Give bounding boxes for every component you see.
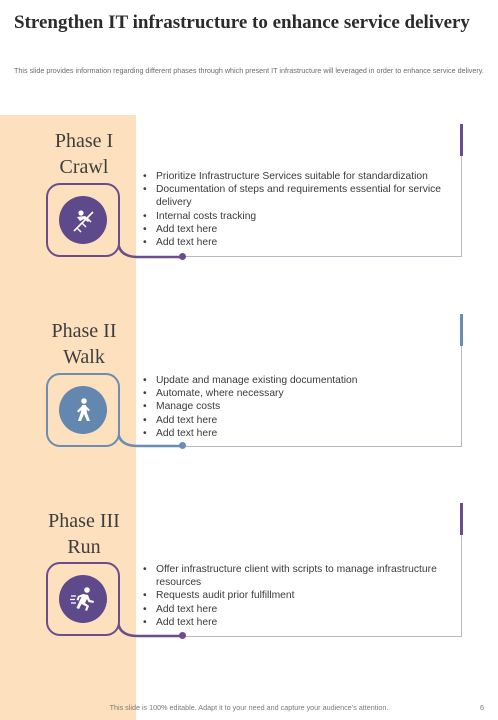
phase-3-connector-dot	[179, 632, 186, 639]
list-item: • Internal costs tracking	[143, 210, 448, 223]
page-number: 6	[480, 703, 484, 712]
phase-2-connector-dot	[179, 442, 186, 449]
list-item: • Update and manage existing documentation	[143, 374, 448, 387]
phase-2-name: Walk	[63, 346, 105, 368]
list-item: • Add text here	[143, 427, 448, 440]
crawling-person-icon	[68, 205, 98, 235]
list-item: • Manage costs	[143, 400, 448, 413]
phase-2-bullet-list	[143, 374, 448, 440]
list-item: • Requests audit prior fulfillment	[143, 589, 448, 602]
footer-note: This slide is 100% editable. Adapt it to your need and capture your audience’s attention.	[109, 703, 389, 712]
page-title: Strengthen IT infrastructure to enhance service delivery	[14, 12, 470, 33]
phase-2-accent-bar	[460, 314, 463, 346]
phase-1-title	[14, 128, 154, 180]
phase-3-bullet-list	[143, 563, 448, 629]
list-item: • Add text here	[143, 414, 448, 427]
phase-1-accent-bar	[460, 124, 463, 156]
phase-1-icon-circle	[59, 196, 107, 244]
phase-2-icon-circle	[59, 386, 107, 434]
page-subtitle: This slide provides information regarding different phases through which present IT infrastructure will leveraged in order to enhance service delivery.	[14, 66, 484, 75]
phase-1-connector-dot	[179, 253, 186, 260]
list-item: • Offer infrastructure client with scripts to manage infrastructure resources	[143, 563, 448, 589]
list-item: • Automate, where necessary	[143, 387, 448, 400]
phase-3-name: Run	[67, 536, 101, 558]
phase-3-accent-bar	[460, 503, 463, 535]
phase-2-title	[14, 318, 154, 370]
list-item: • Add text here	[143, 616, 448, 629]
list-item: • Add text here	[143, 603, 448, 616]
phase-1-bullet-list	[143, 170, 448, 249]
phase-2-number: Phase II	[51, 320, 117, 342]
walking-person-icon	[68, 395, 98, 425]
running-person-icon	[68, 584, 98, 614]
list-item: • Add text here	[143, 236, 448, 249]
list-item: • Documentation of steps and requirements essential for service delivery	[143, 183, 448, 209]
phase-3-number: Phase III	[48, 510, 120, 532]
phase-1-name: Crawl	[59, 156, 109, 178]
list-item: • Add text here	[143, 223, 448, 236]
phase-1-number: Phase I	[54, 130, 114, 152]
phase-3-icon-circle	[59, 575, 107, 623]
phase-3-title	[14, 508, 154, 560]
list-item: • Prioritize Infrastructure Services suitable for standardization	[143, 170, 448, 183]
